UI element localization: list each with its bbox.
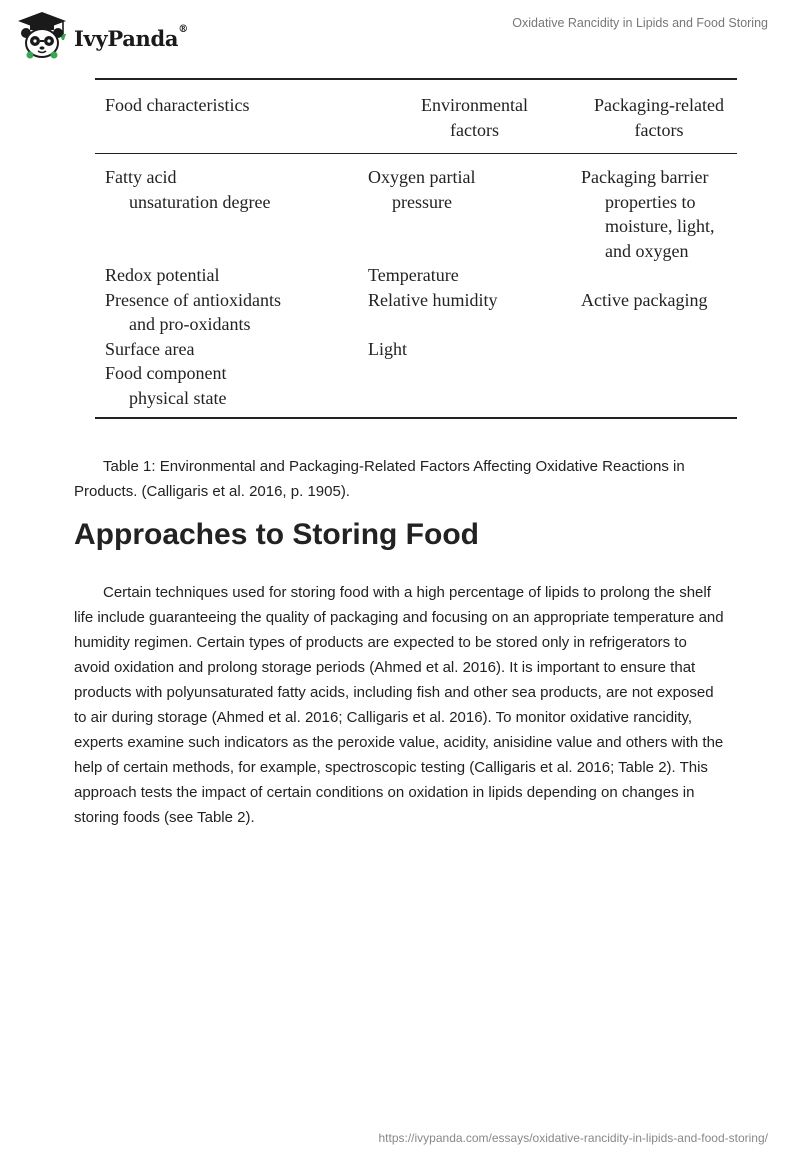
table-cell — [368, 337, 581, 362]
cell-text: Oxygen partial — [368, 167, 476, 187]
cell-text: Fatty acid — [105, 167, 177, 187]
footer-url[interactable]: https://ivypanda.com/essays/oxidative-rancidity-in-lipids-and-food-storing/ — [378, 1131, 768, 1145]
body-paragraph: Certain techniques used for storing food with a high percentage of lipids to prolong the shelf life include guaranteeing the quality of packaging and focusing on an appropriate temperature and humidity regimen. Certain types of products are expected to be stored only in refrigerators to avoid oxidation and prolong storage periods (Ahmed et al. 2016). It is important to ensure that products with polyunsaturated fatty acids, including fish and other sea products, are not exposed to air during storage (Ahmed et al. 2016; Calligaris et al. 2016). To monitor oxidative rancidity, experts examine such indicators as the peroxide value, acidity, anisidine value and others with the help of certain methods, for example, spectroscopic testing (Calligaris et al. 2016; Table 2). This approach tests the impact of certain conditions on oxidation in lipids depending on changes in storing foods (see Table 2). — [74, 584, 724, 826]
table-cell — [95, 154, 368, 264]
cell-text: Packaging barrier — [581, 167, 709, 187]
table-cell — [581, 263, 737, 288]
factors-table — [95, 78, 737, 419]
header-packaging-factors — [581, 79, 737, 154]
header-line: factors — [450, 119, 499, 140]
table-cell — [368, 361, 581, 418]
table-cell — [95, 288, 368, 337]
cell-text: Presence of antioxidants — [105, 289, 281, 310]
table-cell — [581, 337, 737, 362]
cell-text: Temperature — [368, 265, 459, 285]
table-body — [95, 154, 737, 419]
table-cell — [368, 154, 581, 264]
table-caption: Table 1: Environmental and Packaging-Related Factors Affecting Oxidative Reactions in Products. (Calligaris et al. 2016, p. 1905). — [74, 458, 685, 500]
table-row — [95, 154, 737, 264]
panda-graduate-icon — [14, 10, 70, 60]
table-cell — [368, 263, 581, 288]
table-row — [95, 361, 737, 418]
cell-text: properties to — [605, 191, 696, 212]
table-cell — [581, 361, 737, 418]
cell-text: Surface area — [105, 338, 195, 359]
table-cell — [368, 288, 581, 337]
table-row — [95, 288, 737, 337]
table-cell — [581, 288, 737, 337]
ivypanda-logo[interactable] — [14, 10, 188, 60]
registered-mark: ® — [178, 23, 188, 35]
brand-name — [74, 23, 188, 51]
cell-text: and pro-oxidants — [129, 314, 251, 334]
header-food-characteristics — [95, 79, 368, 154]
page-header — [0, 0, 800, 70]
table-cell — [95, 263, 368, 288]
header-environmental-factors — [368, 79, 581, 154]
cell-text: Redox potential — [105, 265, 220, 285]
cell-text: Light — [368, 338, 407, 359]
table-cell — [95, 337, 368, 362]
cell-text: Relative humidity — [368, 289, 498, 310]
cell-text: physical state — [129, 387, 227, 408]
table-row — [95, 337, 737, 362]
cell-text: Active packaging — [581, 289, 708, 310]
document-title: Oxidative Rancidity in Lipids and Food Storing — [512, 16, 768, 30]
cell-text: pressure — [392, 191, 452, 212]
cell-text: unsaturation degree — [129, 191, 271, 212]
header-line: factors — [634, 119, 684, 140]
brand-name-text: IvyPanda — [74, 25, 179, 51]
table-cell — [95, 361, 368, 418]
factors-table-container — [95, 78, 727, 419]
table-cell — [581, 154, 737, 264]
header-line: Environmental — [421, 95, 528, 115]
header-line: Packaging-related — [594, 95, 724, 115]
table-header-row — [95, 79, 737, 154]
cell-text: moisture, light, — [605, 216, 715, 236]
cell-text: Food component — [105, 363, 227, 383]
cell-text: and oxygen — [605, 240, 689, 261]
table-row — [95, 263, 737, 288]
section-heading: Approaches to Storing Food — [74, 518, 479, 551]
header-line: Food characteristics — [105, 95, 250, 115]
